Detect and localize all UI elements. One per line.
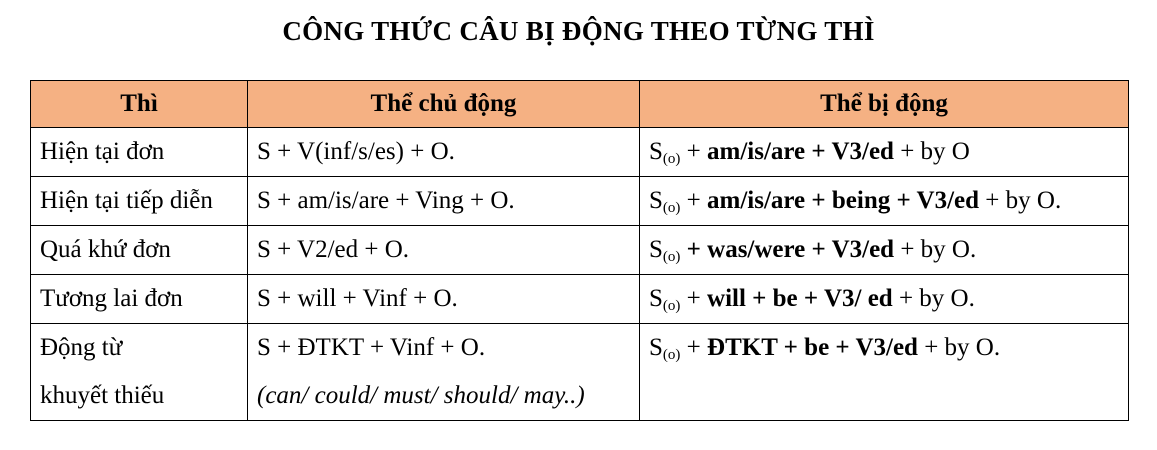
formula-segment: + by O. [917,334,1001,361]
active-formula-cell [248,177,640,226]
subscript-segment: (o) [662,346,681,363]
table-row [31,226,1129,275]
passive-formula-cell [640,226,1129,275]
passive-formula-cell [640,177,1129,226]
active-formula-cell [248,226,640,275]
formula-segment: Quá khứ đơn [40,236,171,263]
passive-voice-table [30,80,1129,421]
page-title: CÔNG THỨC CÂU BỊ ĐỘNG THEO TỪNG THÌ [282,16,875,46]
active-formula-cell [248,275,640,324]
formula-segment: S [649,285,663,312]
tense-cell [31,128,248,177]
tense-cell [31,177,248,226]
formula-line [257,128,639,176]
tense-cell [31,275,248,324]
formula-segment: + [680,334,708,361]
formula-line [649,275,1128,323]
formula-line [40,128,247,176]
formula-line [649,324,1128,372]
table-body [31,128,1129,421]
formula-segment: S [649,334,663,361]
passive-formula-cell [640,275,1129,324]
header-passive: Thể bị động [640,81,1129,128]
table-row [31,128,1129,177]
formula-line [257,177,639,225]
formula-line [40,372,247,420]
formula-line [40,177,247,225]
active-formula-cell [248,324,640,421]
formula-line [257,226,639,274]
formula-segment: Hiện tại đơn [40,138,165,165]
table-row [31,324,1129,421]
formula-line [40,324,247,372]
formula-segment: + by O. [892,285,975,312]
subscript-segment: (o) [662,199,681,216]
formula-segment: + by O. [894,236,977,263]
formula-segment: (can/ could/ must/ should/ may..) [257,382,585,409]
tense-cell [31,324,248,421]
formula-segment: S [649,138,663,165]
formula-segment: am/is/are + being + V3/ed [707,187,980,214]
formula-line [257,372,639,420]
formula-segment: S + am/is/are + Ving + O. [257,187,515,214]
formula-segment: khuyết thiếu [40,382,165,409]
formula-segment: + by O. [979,187,1062,214]
formula-line [257,324,639,372]
formula-segment: S + ĐTKT + Vinf + O. [257,334,486,361]
formula-segment: + [680,138,708,165]
formula-segment: Động từ [40,334,123,361]
header-row [31,81,1129,128]
passive-formula-cell [640,128,1129,177]
table-head [31,81,1129,128]
formula-segment: Tương lai đơn [40,285,183,312]
formula-segment: S [649,236,663,263]
subscript-segment: (o) [662,248,681,265]
formula-segment: am/is/are + V3/ed [707,138,894,165]
formula-segment: will + be + V3/ ed [707,285,893,312]
table-row [31,177,1129,226]
subscript-segment: (o) [662,297,681,314]
formula-line [257,275,639,323]
formula-line [649,226,1128,274]
passive-formula-cell [640,324,1129,421]
formula-segment: S + will + Vinf + O. [257,285,458,312]
formula-segment: S + V(inf/s/es) + O. [257,138,455,165]
header-active: Thể chủ động [248,81,640,128]
formula-segment: ĐTKT + be + V3/ed [707,334,918,361]
formula-segment: S + V2/ed + O. [257,236,410,263]
formula-line [40,275,247,323]
subscript-segment: (o) [662,150,681,167]
formula-line [649,128,1128,176]
active-formula-cell [248,128,640,177]
formula-segment: Hiện tại tiếp diễn [40,187,213,214]
formula-line [649,177,1128,225]
formula-segment: + [680,285,708,312]
table-row [31,275,1129,324]
header-tense: Thì [31,81,248,128]
formula-segment: + by O [893,138,970,165]
tense-cell [31,226,248,275]
formula-segment: S [649,187,663,214]
formula-line [40,226,247,274]
formula-segment: + [680,187,708,214]
formula-segment: + was/were + V3/ed [686,236,895,263]
